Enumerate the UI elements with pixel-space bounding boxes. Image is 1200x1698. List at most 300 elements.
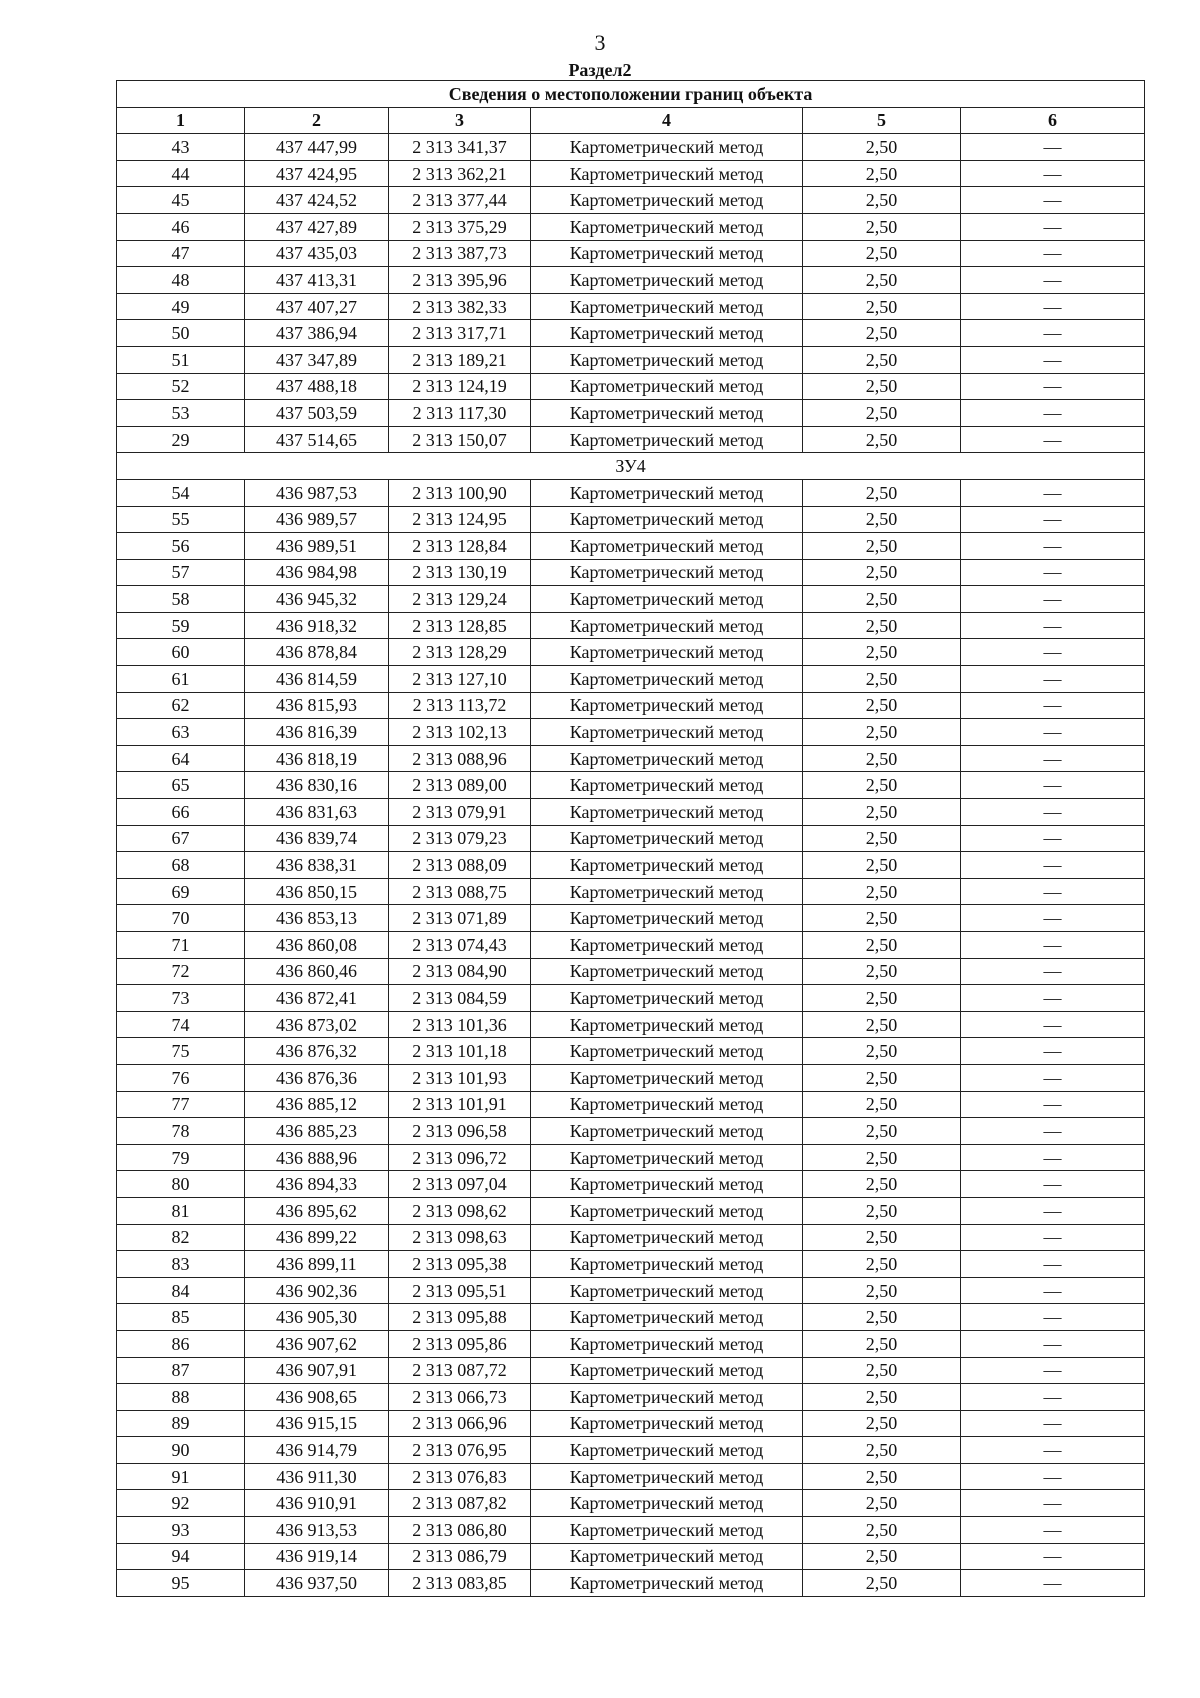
point-number: 60: [117, 639, 245, 666]
determination-method: Картометрический метод: [531, 1463, 803, 1490]
description: —: [961, 1517, 1145, 1544]
accuracy: 2,50: [803, 134, 961, 161]
description: —: [961, 1011, 1145, 1038]
accuracy: 2,50: [803, 958, 961, 985]
coordinate-x: 436 831,63: [245, 799, 389, 826]
table-row: [117, 1064, 1145, 1091]
coordinate-x: 436 919,14: [245, 1543, 389, 1570]
accuracy: 2,50: [803, 293, 961, 320]
coordinate-y: 2 313 100,90: [389, 479, 531, 506]
description: —: [961, 985, 1145, 1012]
coordinate-y: 2 313 382,33: [389, 293, 531, 320]
description: —: [961, 878, 1145, 905]
table-row: [117, 1437, 1145, 1464]
description: —: [961, 1437, 1145, 1464]
determination-method: Картометрический метод: [531, 1091, 803, 1118]
description: —: [961, 1490, 1145, 1517]
coordinate-y: 2 313 095,51: [389, 1277, 531, 1304]
determination-method: Картометрический метод: [531, 506, 803, 533]
coordinate-x: 436 816,39: [245, 719, 389, 746]
accuracy: 2,50: [803, 533, 961, 560]
point-number: 29: [117, 426, 245, 453]
description: —: [961, 586, 1145, 613]
point-number: 88: [117, 1384, 245, 1411]
coordinate-y: 2 313 086,80: [389, 1517, 531, 1544]
description: —: [961, 506, 1145, 533]
determination-method: Картометрический метод: [531, 1118, 803, 1145]
coordinate-x: 436 937,50: [245, 1570, 389, 1597]
coordinate-x: 436 873,02: [245, 1011, 389, 1038]
description: —: [961, 134, 1145, 161]
point-number: 70: [117, 905, 245, 932]
coordinate-y: 2 313 087,72: [389, 1357, 531, 1384]
accuracy: 2,50: [803, 1171, 961, 1198]
point-number: 66: [117, 799, 245, 826]
coordinate-y: 2 313 124,95: [389, 506, 531, 533]
coordinate-y: 2 313 127,10: [389, 666, 531, 693]
table-row: [117, 1463, 1145, 1490]
point-number: 68: [117, 852, 245, 879]
coordinate-y: 2 313 098,63: [389, 1224, 531, 1251]
determination-method: Картометрический метод: [531, 639, 803, 666]
point-number: 89: [117, 1410, 245, 1437]
coordinate-x: 436 908,65: [245, 1384, 389, 1411]
description: —: [961, 373, 1145, 400]
accuracy: 2,50: [803, 1091, 961, 1118]
point-number: 78: [117, 1118, 245, 1145]
accuracy: 2,50: [803, 213, 961, 240]
description: —: [961, 1064, 1145, 1091]
coordinate-y: 2 313 088,96: [389, 745, 531, 772]
accuracy: 2,50: [803, 905, 961, 932]
determination-method: Картометрический метод: [531, 1437, 803, 1464]
coordinate-y: 2 313 128,29: [389, 639, 531, 666]
coordinate-y: 2 313 071,89: [389, 905, 531, 932]
coordinate-y: 2 313 101,93: [389, 1064, 531, 1091]
coordinate-y: 2 313 066,73: [389, 1384, 531, 1411]
description: —: [961, 666, 1145, 693]
point-number: 58: [117, 586, 245, 613]
coordinate-y: 2 313 087,82: [389, 1490, 531, 1517]
coordinate-x: 436 839,74: [245, 825, 389, 852]
description: —: [961, 799, 1145, 826]
table-row: [117, 745, 1145, 772]
table-row: [117, 533, 1145, 560]
coordinate-y: 2 313 095,38: [389, 1251, 531, 1278]
coordinate-x: 436 895,62: [245, 1197, 389, 1224]
determination-method: Картометрический метод: [531, 1197, 803, 1224]
description: —: [961, 905, 1145, 932]
table-row: [117, 1224, 1145, 1251]
determination-method: Картометрический метод: [531, 878, 803, 905]
point-number: 93: [117, 1517, 245, 1544]
coordinate-x: 437 413,31: [245, 267, 389, 294]
accuracy: 2,50: [803, 240, 961, 267]
coordinate-y: 2 313 096,58: [389, 1118, 531, 1145]
description: —: [961, 1118, 1145, 1145]
determination-method: Картометрический метод: [531, 1144, 803, 1171]
table-row: [117, 692, 1145, 719]
coordinate-x: 436 815,93: [245, 692, 389, 719]
column-number: 4: [531, 107, 803, 134]
description: —: [961, 187, 1145, 214]
point-number: 67: [117, 825, 245, 852]
determination-method: Картометрический метод: [531, 1224, 803, 1251]
table-row: [117, 559, 1145, 586]
point-number: 50: [117, 320, 245, 347]
accuracy: 2,50: [803, 559, 961, 586]
accuracy: 2,50: [803, 1277, 961, 1304]
accuracy: 2,50: [803, 719, 961, 746]
determination-method: Картометрический метод: [531, 1490, 803, 1517]
table-row: [117, 1144, 1145, 1171]
point-number: 46: [117, 213, 245, 240]
coordinate-x: 436 910,91: [245, 1490, 389, 1517]
accuracy: 2,50: [803, 1490, 961, 1517]
coordinate-x: 437 424,95: [245, 160, 389, 187]
point-number: 82: [117, 1224, 245, 1251]
description: —: [961, 852, 1145, 879]
point-number: 81: [117, 1197, 245, 1224]
coordinate-y: 2 313 124,19: [389, 373, 531, 400]
accuracy: 2,50: [803, 1570, 961, 1597]
description: —: [961, 612, 1145, 639]
column-number: 2: [245, 107, 389, 134]
coordinate-y: 2 313 341,37: [389, 134, 531, 161]
coordinate-y: 2 313 317,71: [389, 320, 531, 347]
point-number: 59: [117, 612, 245, 639]
accuracy: 2,50: [803, 1437, 961, 1464]
point-number: 49: [117, 293, 245, 320]
group-label-section: [117, 453, 1145, 480]
accuracy: 2,50: [803, 400, 961, 427]
determination-method: Картометрический метод: [531, 1171, 803, 1198]
coordinate-x: 436 915,15: [245, 1410, 389, 1437]
determination-method: Картометрический метод: [531, 267, 803, 294]
determination-method: Картометрический метод: [531, 1304, 803, 1331]
determination-method: Картометрический метод: [531, 799, 803, 826]
point-number: 85: [117, 1304, 245, 1331]
coordinate-x: 436 905,30: [245, 1304, 389, 1331]
point-number: 92: [117, 1490, 245, 1517]
description: —: [961, 825, 1145, 852]
determination-method: Картометрический метод: [531, 745, 803, 772]
table-row: [117, 639, 1145, 666]
coordinate-x: 436 913,53: [245, 1517, 389, 1544]
coordinate-x: 436 907,62: [245, 1330, 389, 1357]
table-row: [117, 1277, 1145, 1304]
determination-method: Картометрический метод: [531, 932, 803, 959]
coordinate-x: 437 407,27: [245, 293, 389, 320]
description: —: [961, 719, 1145, 746]
point-number: 61: [117, 666, 245, 693]
description: —: [961, 932, 1145, 959]
coordinate-x: 436 888,96: [245, 1144, 389, 1171]
point-number: 51: [117, 346, 245, 373]
table-row: [117, 1011, 1145, 1038]
description: —: [961, 1410, 1145, 1437]
table-row: [117, 160, 1145, 187]
description: —: [961, 1251, 1145, 1278]
accuracy: 2,50: [803, 612, 961, 639]
accuracy: 2,50: [803, 1251, 961, 1278]
point-number: 79: [117, 1144, 245, 1171]
point-number: 53: [117, 400, 245, 427]
description: —: [961, 772, 1145, 799]
table-row: [117, 400, 1145, 427]
coordinate-y: 2 313 362,21: [389, 160, 531, 187]
coordinate-y: 2 313 189,21: [389, 346, 531, 373]
table-title: Сведения о местоположении границ объекта: [117, 81, 1145, 108]
table-row: [117, 1490, 1145, 1517]
table-row: [117, 1330, 1145, 1357]
point-number: 48: [117, 267, 245, 294]
table-row: [117, 932, 1145, 959]
table-row: [117, 1517, 1145, 1544]
coordinate-y: 2 313 095,86: [389, 1330, 531, 1357]
accuracy: 2,50: [803, 426, 961, 453]
point-number: 95: [117, 1570, 245, 1597]
accuracy: 2,50: [803, 1357, 961, 1384]
table-row: [117, 1197, 1145, 1224]
table-row: [117, 1251, 1145, 1278]
coordinate-y: 2 313 128,85: [389, 612, 531, 639]
accuracy: 2,50: [803, 985, 961, 1012]
description: —: [961, 559, 1145, 586]
coordinate-x: 436 899,22: [245, 1224, 389, 1251]
accuracy: 2,50: [803, 1064, 961, 1091]
coordinate-y: 2 313 395,96: [389, 267, 531, 294]
determination-method: Картометрический метод: [531, 1570, 803, 1597]
point-number: 43: [117, 134, 245, 161]
coordinate-y: 2 313 130,19: [389, 559, 531, 586]
table-row: [117, 825, 1145, 852]
coordinate-y: 2 313 079,91: [389, 799, 531, 826]
coordinate-x: 436 989,57: [245, 506, 389, 533]
determination-method: Картометрический метод: [531, 1517, 803, 1544]
coordinate-y: 2 313 088,75: [389, 878, 531, 905]
table-row: [117, 1118, 1145, 1145]
description: —: [961, 267, 1145, 294]
coordinate-y: 2 313 083,85: [389, 1570, 531, 1597]
point-number: 55: [117, 506, 245, 533]
accuracy: 2,50: [803, 1384, 961, 1411]
determination-method: Картометрический метод: [531, 533, 803, 560]
table-title-row: [117, 81, 1145, 108]
group-label: ЗУ4: [117, 453, 1145, 480]
group-label-row: [117, 453, 1145, 480]
accuracy: 2,50: [803, 586, 961, 613]
coordinate-y: 2 313 066,96: [389, 1410, 531, 1437]
description: —: [961, 240, 1145, 267]
description: —: [961, 745, 1145, 772]
description: —: [961, 533, 1145, 560]
coordinate-x: 436 860,08: [245, 932, 389, 959]
description: —: [961, 1543, 1145, 1570]
coordinate-x: 436 876,36: [245, 1064, 389, 1091]
coordinate-x: 436 907,91: [245, 1357, 389, 1384]
table-row: [117, 320, 1145, 347]
coordinate-y: 2 313 084,59: [389, 985, 531, 1012]
coordinate-y: 2 313 074,43: [389, 932, 531, 959]
coordinate-x: 437 503,59: [245, 400, 389, 427]
coordinate-x: 436 899,11: [245, 1251, 389, 1278]
table-row: [117, 1091, 1145, 1118]
point-number: 87: [117, 1357, 245, 1384]
coordinate-y: 2 313 101,18: [389, 1038, 531, 1065]
coordinate-x: 436 914,79: [245, 1437, 389, 1464]
point-number: 57: [117, 559, 245, 586]
coordinate-x: 436 885,12: [245, 1091, 389, 1118]
table-row: [117, 1384, 1145, 1411]
coordinate-x: 436 902,36: [245, 1277, 389, 1304]
coordinate-x: 436 987,53: [245, 479, 389, 506]
determination-method: Картометрический метод: [531, 559, 803, 586]
table-row: [117, 799, 1145, 826]
determination-method: Картометрический метод: [531, 1410, 803, 1437]
coordinate-y: 2 313 098,62: [389, 1197, 531, 1224]
table-row: [117, 426, 1145, 453]
determination-method: Картометрический метод: [531, 160, 803, 187]
table-row: [117, 612, 1145, 639]
point-number: 83: [117, 1251, 245, 1278]
column-number: 6: [961, 107, 1145, 134]
table-row: [117, 187, 1145, 214]
accuracy: 2,50: [803, 1144, 961, 1171]
coordinate-x: 436 830,16: [245, 772, 389, 799]
coordinate-y: 2 313 113,72: [389, 692, 531, 719]
table-row: [117, 1038, 1145, 1065]
determination-method: Картометрический метод: [531, 426, 803, 453]
determination-method: Картометрический метод: [531, 905, 803, 932]
page-number: 3: [594, 30, 606, 55]
table-row: [117, 213, 1145, 240]
coordinate-x: 437 514,65: [245, 426, 389, 453]
description: —: [961, 293, 1145, 320]
accuracy: 2,50: [803, 1038, 961, 1065]
coordinate-x: 436 850,15: [245, 878, 389, 905]
coordinate-x: 436 838,31: [245, 852, 389, 879]
accuracy: 2,50: [803, 1463, 961, 1490]
determination-method: Картометрический метод: [531, 1330, 803, 1357]
determination-method: Картометрический метод: [531, 825, 803, 852]
point-number: 94: [117, 1543, 245, 1570]
point-number: 54: [117, 479, 245, 506]
point-number: 44: [117, 160, 245, 187]
determination-method: Картометрический метод: [531, 400, 803, 427]
accuracy: 2,50: [803, 799, 961, 826]
accuracy: 2,50: [803, 373, 961, 400]
coordinate-y: 2 313 101,36: [389, 1011, 531, 1038]
coordinate-x: 436 876,32: [245, 1038, 389, 1065]
point-number: 76: [117, 1064, 245, 1091]
table-body-part1: [117, 134, 1145, 453]
determination-method: Картометрический метод: [531, 612, 803, 639]
determination-method: Картометрический метод: [531, 985, 803, 1012]
accuracy: 2,50: [803, 1517, 961, 1544]
table-row: [117, 905, 1145, 932]
accuracy: 2,50: [803, 320, 961, 347]
coordinate-y: 2 313 084,90: [389, 958, 531, 985]
coordinate-y: 2 313 097,04: [389, 1171, 531, 1198]
determination-method: Картометрический метод: [531, 719, 803, 746]
boundary-coordinates-table: [116, 80, 1145, 1597]
coordinate-x: 436 872,41: [245, 985, 389, 1012]
point-number: 47: [117, 240, 245, 267]
description: —: [961, 1197, 1145, 1224]
determination-method: Картометрический метод: [531, 1251, 803, 1278]
accuracy: 2,50: [803, 1304, 961, 1331]
coordinate-x: 436 860,46: [245, 958, 389, 985]
coordinate-x: 437 427,89: [245, 213, 389, 240]
description: —: [961, 479, 1145, 506]
description: —: [961, 1091, 1145, 1118]
column-number: 3: [389, 107, 531, 134]
accuracy: 2,50: [803, 852, 961, 879]
description: —: [961, 1171, 1145, 1198]
coordinate-x: 436 911,30: [245, 1463, 389, 1490]
determination-method: Картометрический метод: [531, 320, 803, 347]
coordinate-y: 2 313 076,83: [389, 1463, 531, 1490]
coordinate-x: 436 818,19: [245, 745, 389, 772]
table-row: [117, 267, 1145, 294]
determination-method: Картометрический метод: [531, 134, 803, 161]
point-number: 69: [117, 878, 245, 905]
coordinate-y: 2 313 128,84: [389, 533, 531, 560]
coordinate-x: 437 386,94: [245, 320, 389, 347]
table-row: [117, 373, 1145, 400]
coordinate-y: 2 313 150,07: [389, 426, 531, 453]
table-row: [117, 293, 1145, 320]
description: —: [961, 1463, 1145, 1490]
determination-method: Картометрический метод: [531, 772, 803, 799]
point-number: 84: [117, 1277, 245, 1304]
accuracy: 2,50: [803, 1224, 961, 1251]
determination-method: Картометрический метод: [531, 187, 803, 214]
coordinate-x: 436 878,84: [245, 639, 389, 666]
column-number-row: [117, 107, 1145, 134]
description: —: [961, 1330, 1145, 1357]
coordinate-x: 437 488,18: [245, 373, 389, 400]
column-number: 1: [117, 107, 245, 134]
description: —: [961, 958, 1145, 985]
description: —: [961, 1277, 1145, 1304]
determination-method: Картометрический метод: [531, 1543, 803, 1570]
point-number: 52: [117, 373, 245, 400]
coordinate-x: 437 447,99: [245, 134, 389, 161]
determination-method: Картометрический метод: [531, 852, 803, 879]
coordinate-x: 436 918,32: [245, 612, 389, 639]
determination-method: Картометрический метод: [531, 479, 803, 506]
coordinate-y: 2 313 102,13: [389, 719, 531, 746]
table-row: [117, 1304, 1145, 1331]
table-row: [117, 1357, 1145, 1384]
accuracy: 2,50: [803, 479, 961, 506]
determination-method: Картометрический метод: [531, 240, 803, 267]
accuracy: 2,50: [803, 160, 961, 187]
determination-method: Картометрический метод: [531, 1011, 803, 1038]
accuracy: 2,50: [803, 692, 961, 719]
coordinate-x: 436 984,98: [245, 559, 389, 586]
table-row: [117, 586, 1145, 613]
coordinate-x: 437 435,03: [245, 240, 389, 267]
table-row: [117, 1570, 1145, 1597]
coordinate-x: 436 989,51: [245, 533, 389, 560]
coordinate-y: 2 313 377,44: [389, 187, 531, 214]
coordinate-y: 2 313 096,72: [389, 1144, 531, 1171]
point-number: 45: [117, 187, 245, 214]
determination-method: Картометрический метод: [531, 293, 803, 320]
